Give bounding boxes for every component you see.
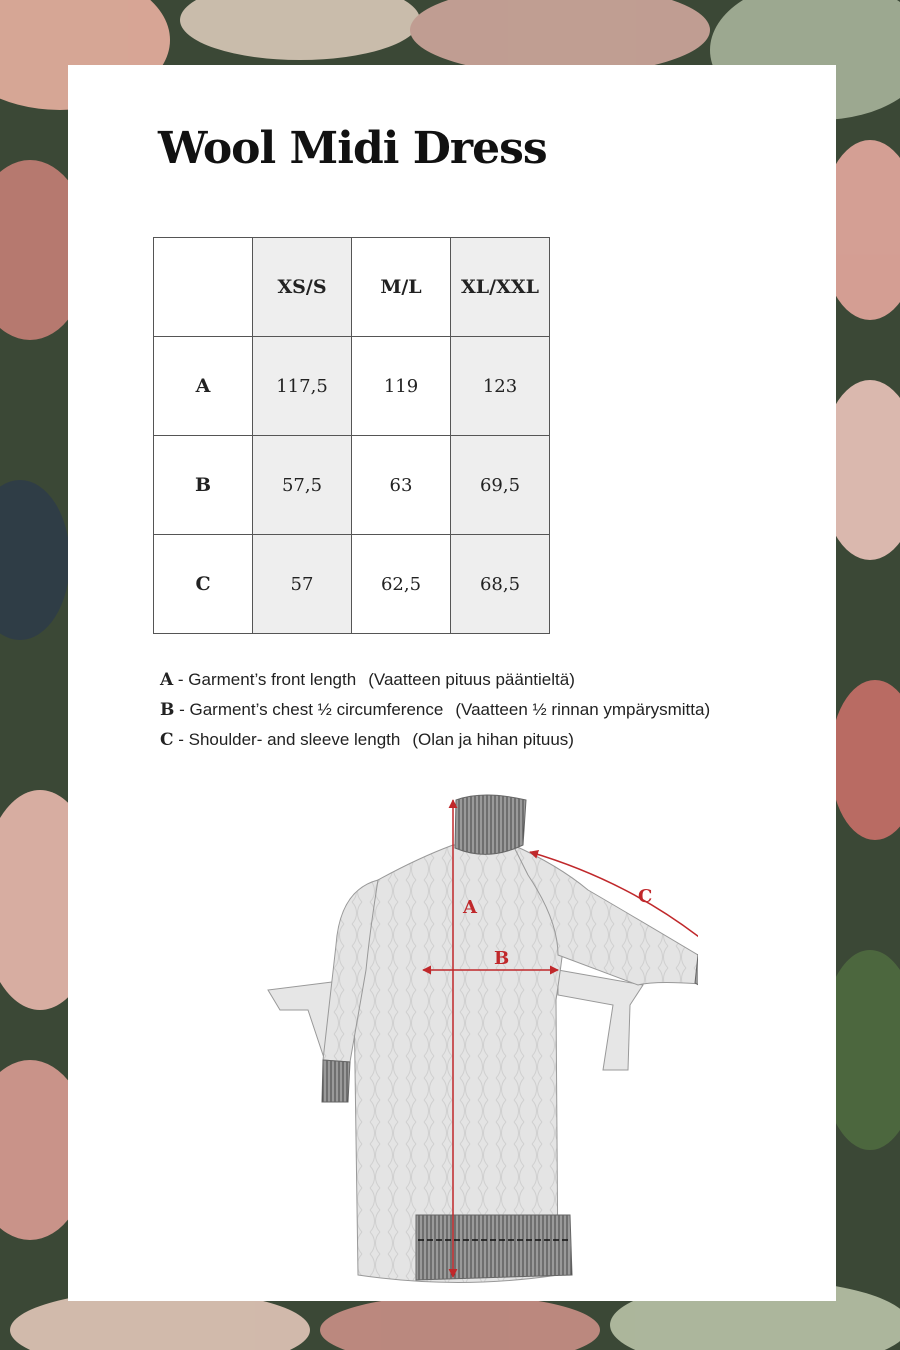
- table-row: [154, 436, 550, 535]
- turtleneck-collar: [455, 795, 526, 854]
- diagram-label-a: A: [463, 897, 477, 918]
- legend-text-fi: (Vaatteen ½ rinnan ympärysmitta): [455, 700, 711, 719]
- legend-text-en: - Shoulder- and sleeve length: [173, 730, 401, 749]
- table-corner-cell: [154, 238, 253, 337]
- table-header-row: [154, 238, 550, 337]
- measurement-legend: [160, 665, 710, 755]
- table-row: [154, 337, 550, 436]
- row-label: A: [154, 337, 253, 436]
- table-cell: 68,5: [451, 535, 550, 634]
- table-cell: 117,5: [253, 337, 352, 436]
- left-cuff: [322, 1060, 350, 1102]
- legend-key: A: [160, 670, 174, 690]
- row-label: C: [154, 535, 253, 634]
- legend-key: C: [160, 730, 174, 750]
- legend-text-en: - Garment’s front length: [173, 670, 357, 689]
- legend-text-en: - Garment’s chest ½ circumference: [174, 700, 444, 719]
- table-cell: 69,5: [451, 436, 550, 535]
- legend-key: B: [160, 700, 175, 720]
- legend-item: [160, 725, 710, 755]
- table-cell: 63: [352, 436, 451, 535]
- table-cell: 57,5: [253, 436, 352, 535]
- table-cell: 62,5: [352, 535, 451, 634]
- diagram-label-c: C: [638, 886, 653, 907]
- dress-hem: [416, 1215, 572, 1280]
- column-header: XS/S: [253, 238, 352, 337]
- product-title: Wool Midi Dress: [158, 123, 547, 174]
- size-table: [153, 237, 550, 634]
- size-guide-card: [68, 65, 836, 1301]
- table-cell: 123: [451, 337, 550, 436]
- diagram-label-b: B: [494, 948, 510, 969]
- legend-text-fi: (Vaatteen pituus pääntieltä): [368, 670, 575, 689]
- row-label: B: [154, 436, 253, 535]
- table-cell: 119: [352, 337, 451, 436]
- dress-measurement-diagram: [258, 770, 698, 1295]
- table-cell: 57: [253, 535, 352, 634]
- legend-item: [160, 695, 710, 725]
- legend-item: [160, 665, 710, 695]
- column-header: M/L: [352, 238, 451, 337]
- column-header: XL/XXL: [451, 238, 550, 337]
- belt-tie-right: [558, 970, 643, 1070]
- legend-text-fi: (Olan ja hihan pituus): [412, 730, 574, 749]
- table-row: [154, 535, 550, 634]
